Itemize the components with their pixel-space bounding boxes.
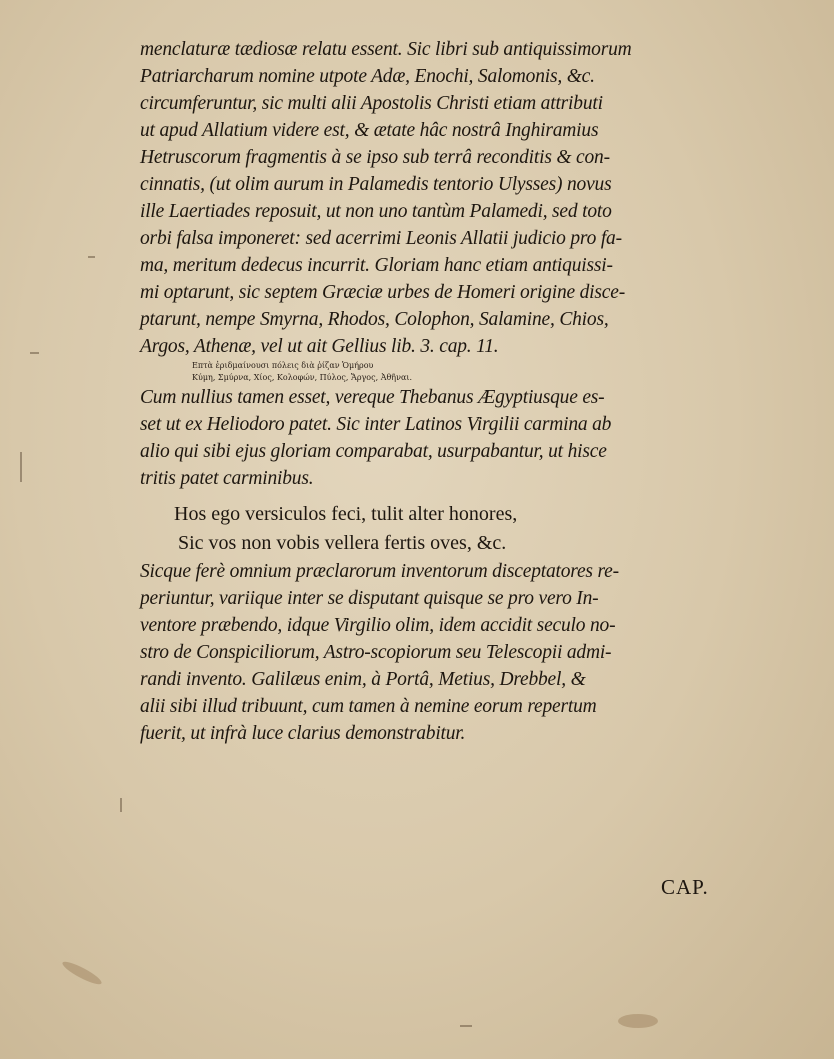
text-line: periuntur, variique inter se disputant quisque se pro vero In- (140, 588, 599, 609)
text-line: Cum nullius tamen esset, vereque Thebanus Ægyptiusque es- (140, 387, 605, 408)
text-line: ut apud Allatium videre est, & ætate hâc nostrâ Inghiramius (140, 120, 599, 141)
page-stain (60, 958, 104, 987)
text-line: ille Laertiades reposuit, ut non uno tantùm Palamedi, sed toto (140, 201, 612, 222)
verse-line: Sic vos non vobis vellera fertis oves, &c. (178, 532, 507, 554)
page-footer (0, 875, 834, 905)
text-line: Hetruscorum fragmentis à se ipso sub terrâ reconditis & con- (140, 147, 610, 168)
text-line: ptarunt, nempe Smyrna, Rhodos, Colophon, Salamine, Chios, (140, 309, 609, 330)
page-stain (618, 1014, 658, 1028)
text-line: menclaturæ tædiosæ relatu essent. Sic libri sub antiquissimorum (140, 39, 632, 60)
greek-quote-line: Επτὰ ἐριδμαίνουσι πόλεις διὰ ῥίζαν Ὁμήρου (192, 361, 374, 370)
catchword: CAP. (661, 875, 709, 899)
text-line: Sicque ferè omnium præclarorum inventorum disceptatores re- (140, 561, 619, 582)
margin-mark (20, 452, 22, 482)
verse-line: Hos ego versiculos feci, tulit alter honores, (174, 503, 518, 525)
text-line: orbi falsa imponeret: sed acerrimi Leonis Allatii judicio pro fa- (140, 228, 622, 249)
text-line: circumferuntur, sic multi alii Apostolis Christi etiam attributi (140, 93, 603, 114)
text-line: mi optarunt, sic septem Græciæ urbes de Homeri origine disce- (140, 282, 625, 303)
text-line: randi invento. Galilæus enim, à Portâ, Metius, Drebbel, & (140, 669, 586, 690)
text-line: ventore præbendo, idque Virgilio olim, idem accidit seculo no- (140, 615, 616, 636)
margin-mark (88, 256, 95, 258)
text-line: alio qui sibi ejus gloriam comparabat, usurpabantur, ut hisce (140, 441, 607, 462)
text-line: Argos, Athenæ, vel ut ait Gellius lib. 3. cap. 11. (140, 336, 499, 357)
margin-mark (460, 1025, 472, 1027)
text-line: set ut ex Heliodoro patet. Sic inter Latinos Virgilii carmina ab (140, 414, 612, 435)
greek-quote-line: Κύμη, Σμύρνα, Χίος, Κολοφών, Πύλος, Ἄργος, Ἀθῆναι. (192, 373, 413, 382)
main-text (140, 36, 780, 747)
text-line: cinnatis, (ut olim aurum in Palamedis tentorio Ulysses) novus (140, 174, 612, 195)
text-line: alii sibi illud tribuunt, cum tamen à nemine eorum repertum (140, 696, 597, 717)
text-line: tritis patet carminibus. (140, 468, 314, 489)
text-line: fuerit, ut infrà luce clarius demonstrabitur. (140, 723, 466, 744)
margin-mark (30, 352, 39, 354)
text-line: stro de Conspiciliorum, Astro-scopiorum seu Telescopii admi- (140, 642, 612, 663)
text-line: Patriarcharum nomine utpote Adæ, Enochi, Salomonis, &c. (140, 66, 595, 87)
text-line: ma, meritum dedecus incurrit. Gloriam hanc etiam antiquissi- (140, 255, 613, 276)
margin-mark (120, 798, 122, 812)
